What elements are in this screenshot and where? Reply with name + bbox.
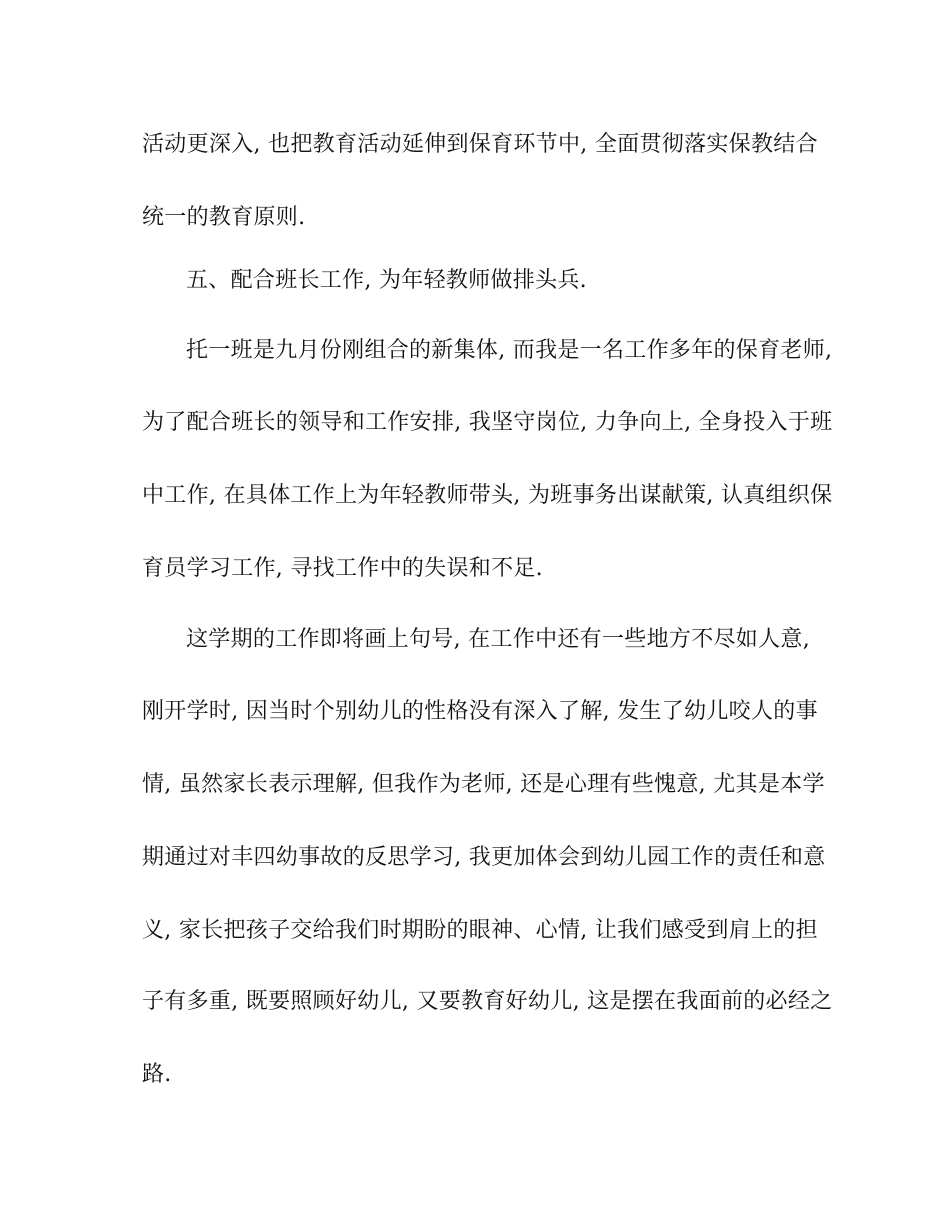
text-line-1: 活动更深入, 也把教育活动延伸到保育环节中, 全面贯彻落实保教结合 [142,132,818,157]
text-line-5: 为了配合班长的领导和工作安排, 我坚守岗位, 力争向上, 全身投入于班 [142,410,833,435]
text-line-12: 义, 家长把孩子交给我们时期盼的眼神、心情, 让我们感受到肩上的担 [142,918,818,943]
text-line-10: 情, 虽然家长表示理解, 但我作为老师, 还是心理有些愧意, 尤其是本学 [142,772,825,797]
text-line-11: 期通过对丰四幼事故的反思学习, 我更加体会到幼儿园工作的责任和意 [142,845,826,870]
paragraph-start-line-2: 这学期的工作即将画上句号, 在工作中还有一些地方不尽如人意, [186,627,810,652]
text-line-13: 子有多重, 既要照顾好幼儿, 又要教育好幼儿, 这是摆在我面前的必经之 [142,989,833,1014]
text-line-14: 路. [142,1062,172,1087]
text-line-7: 育员学习工作, 寻找工作中的失误和不足. [142,556,543,581]
text-line-2: 统一的教育原则. [142,205,306,230]
section-heading-5: 五、配合班长工作, 为年轻教师做排头兵. [186,268,587,293]
text-line-9: 刚开学时, 因当时个别幼儿的性格没有深入了解, 发生了幼儿咬人的事 [142,699,818,724]
text-line-6: 中工作, 在具体工作上为年轻教师带头, 为班事务出谋献策, 认真组织保 [142,483,833,508]
paragraph-start-line: 托一班是九月份刚组合的新集体, 而我是一名工作多年的保育老师, [186,338,833,363]
